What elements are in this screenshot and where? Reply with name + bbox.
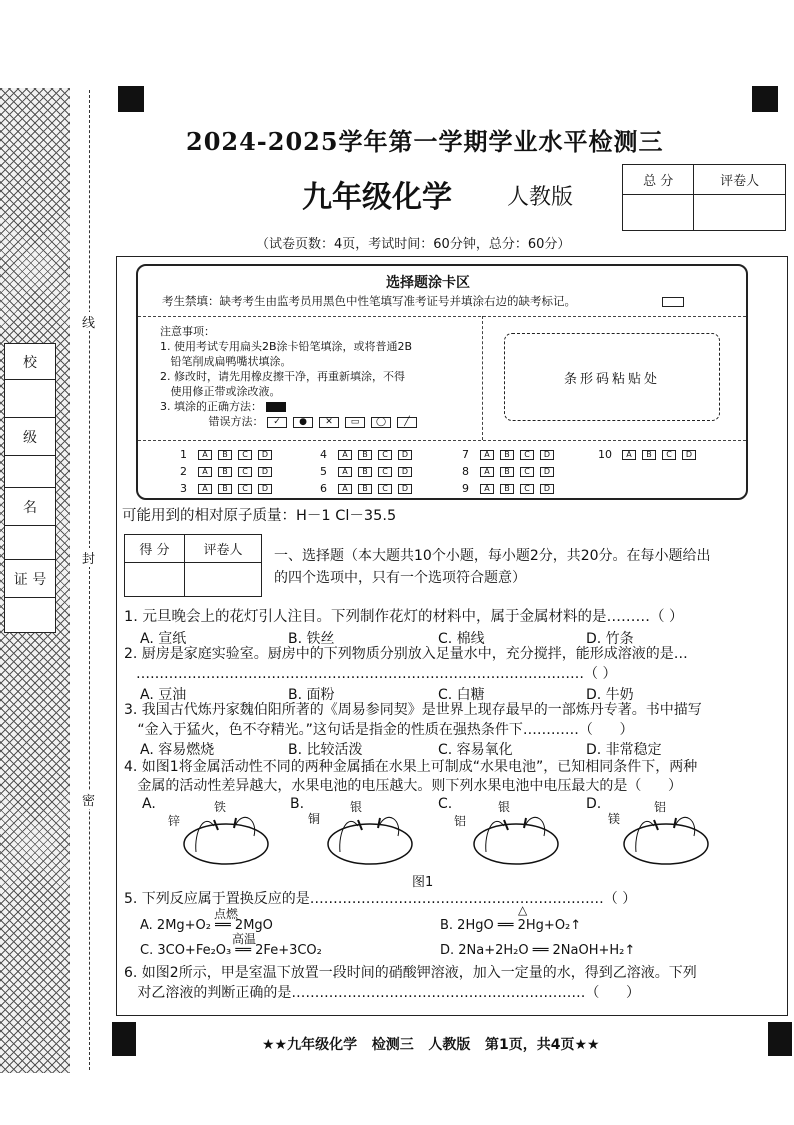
answer-card-title: 选择题涂卡区 (386, 275, 470, 291)
question-3-cont: “金入于猛火，色不夺精光。”这句话是指金的性质在强热条件下…………（ ） (124, 722, 634, 738)
fruit-c-icon (464, 806, 564, 868)
bubble-d[interactable]: D (258, 467, 272, 477)
note-line: 1. 使用考试专用扁头2B涂卡铅笔填涂，或将普通2B (160, 340, 413, 353)
q5-option-c[interactable]: C. 3CO+Fe₂O₃ ══ 2Fe+3CO₂ (140, 943, 322, 958)
bubble-c[interactable]: C (520, 467, 534, 477)
answer-grid (180, 446, 702, 497)
total-score-table (622, 164, 786, 231)
wrong-dot-icon: ● (293, 417, 313, 428)
question-6: 6. 如图2所示，甲是室温下放置一段时间的硝酸钾溶液，加入一定量的水，得到乙溶液。下列 (124, 965, 697, 981)
fruit-a-right-metal: 铁 (214, 800, 227, 814)
blank-cell (5, 380, 55, 418)
atomic-mass-note: 可能用到的相对原子质量：H－1 Cl－35.5 (122, 508, 397, 524)
bubble-c[interactable]: C (662, 450, 676, 460)
total-score-header: 总 分 (623, 165, 694, 195)
absence-note: 考生禁填：缺考考生由监考员用黑色中性笔填写准考证号并填涂右边的缺考标记。 (162, 294, 576, 308)
bubble-d[interactable]: D (258, 484, 272, 494)
fruit-a-icon (174, 806, 274, 868)
registration-mark (112, 1022, 136, 1056)
wrong-check-icon: ✓ (267, 417, 287, 428)
bubble-d[interactable]: D (258, 450, 272, 460)
card-divider (138, 440, 746, 441)
q5-option-b[interactable]: B. 2HgO ══ 2Hg+O₂↑ (440, 918, 582, 933)
seal-char-seal: 封 (82, 548, 95, 567)
bubble-c[interactable]: C (238, 450, 252, 460)
bubble-b[interactable]: B (500, 484, 514, 494)
q5-option-a[interactable]: A. 2Mg+O₂ ══ 2MgO (140, 918, 273, 933)
figure-1-caption: 图1 (412, 875, 434, 890)
section-grader-header: 评卷人 (184, 535, 261, 563)
fruit-d-icon (614, 806, 714, 868)
question-3: 3. 我国古代炼丹家魏伯阳所著的《周易参同契》是世界上现存最早的一部炼丹专著。书中描写 (124, 702, 702, 718)
q1-option-c[interactable]: C. 棉线 (438, 631, 485, 647)
section-grader-cell[interactable] (184, 563, 261, 597)
fruit-c-letter[interactable]: C. (438, 796, 453, 812)
exam-info: （试卷页数：4页，考试时间：60分钟，总分：60分） (256, 237, 571, 252)
bubble-d[interactable]: D (540, 467, 554, 477)
bubble-b[interactable]: B (642, 450, 656, 460)
bubble-a[interactable]: A (198, 484, 212, 494)
bubble-b[interactable]: B (218, 450, 232, 460)
fruit-b-icon (318, 806, 418, 868)
notes-block (160, 324, 480, 429)
seal-char-line: 线 (82, 312, 95, 331)
barcode-area: 条形码粘贴处 (504, 333, 720, 421)
bubble-d[interactable]: D (682, 450, 696, 460)
fruit-c-left-metal: 铝 (454, 814, 467, 828)
q2-option-a[interactable]: A. 豆油 (140, 687, 187, 703)
bubble-c[interactable]: C (520, 484, 534, 494)
q5-option-b-condition: △ (518, 903, 528, 917)
bubble-a[interactable]: A (480, 467, 494, 477)
q5-option-d[interactable]: D. 2Na+2H₂O ══ 2NaOH+H₂↑ (440, 943, 636, 958)
bubble-d[interactable]: D (398, 450, 412, 460)
bubble-b[interactable]: B (218, 484, 232, 494)
bubble-c[interactable]: C (520, 450, 534, 460)
bubble-d[interactable]: D (398, 484, 412, 494)
school-label: 校 (5, 344, 55, 380)
q2-option-c[interactable]: C. 白糖 (438, 687, 485, 703)
bubble-b[interactable]: B (358, 450, 372, 460)
total-score-cell[interactable] (623, 195, 694, 231)
section-score-cell[interactable] (125, 563, 185, 597)
q3-option-d[interactable]: D. 非常稳定 (586, 742, 662, 758)
q3-option-a[interactable]: A. 容易燃烧 (140, 742, 215, 758)
bubble-b[interactable]: B (500, 450, 514, 460)
fruit-b-left-metal: 铜 (308, 812, 321, 826)
registration-mark (752, 86, 778, 112)
fruit-battery-figure (138, 796, 758, 868)
page-footer: ★★九年级化学 检测三 人教版 第1页，共4页★★ (262, 1037, 600, 1053)
seal-line (89, 90, 90, 1070)
absence-mark-box[interactable] (662, 297, 684, 307)
section-heading: 一、选择题（本大题共10个小题，每小题2分，共20分。在每小题给出 (274, 548, 711, 564)
bubble-c[interactable]: C (378, 467, 392, 477)
fruit-b-right-metal: 银 (350, 800, 363, 814)
exam-title: 2024-2025学年第一学期学业水平检测三 (186, 127, 664, 156)
bubble-a[interactable]: A (338, 484, 352, 494)
section-score-header: 得 分 (125, 535, 185, 563)
grader-header: 评卷人 (694, 165, 786, 195)
notes-title: 注意事项： (160, 325, 215, 338)
question-2-tail: ……………………………………………………………………………………（ ） (136, 666, 617, 682)
note-line: 3. 填涂的正确方法： (160, 399, 480, 414)
q2-option-d[interactable]: D. 牛奶 (586, 687, 634, 703)
answer-row: 1 A B C D 4 A B C D 7 A B C D 10 A B C D (180, 446, 702, 463)
q3-option-c[interactable]: C. 容易氧化 (438, 742, 513, 758)
q1-option-a[interactable]: A. 宣纸 (140, 631, 187, 647)
bubble-d[interactable]: D (540, 484, 554, 494)
q5-option-c-condition: 高温 (232, 932, 257, 946)
bubble-b[interactable]: B (358, 467, 372, 477)
bubble-a[interactable]: A (338, 450, 352, 460)
question-1: 1. 元旦晚会上的花灯引人注目。下列制作花灯的材料中，属于金属材料的是………（ ） (124, 609, 684, 625)
q5-option-a-condition: 点燃 (214, 907, 239, 921)
card-divider-vertical (482, 316, 483, 440)
blank-cell (5, 526, 55, 560)
wrong-partial-icon: ▭ (345, 417, 365, 428)
fruit-a-left-metal: 锌 (168, 814, 181, 828)
section-heading: 的四个选项中，只有一个选项符合题意） (274, 570, 526, 586)
bubble-c[interactable]: C (378, 450, 392, 460)
wrong-slash-icon: ╱ (397, 417, 417, 428)
bubble-a[interactable]: A (198, 450, 212, 460)
registration-mark (768, 1022, 792, 1056)
answer-row: 3 A B C D 6 A B C D 9 A B C D (180, 480, 702, 497)
registration-mark (118, 86, 144, 112)
bubble-a[interactable]: A (338, 467, 352, 477)
section-score-table (124, 534, 262, 597)
class-label: 级 (5, 418, 55, 456)
note-line: 铅笔削成扁鸭嘴状填涂。 (160, 355, 292, 368)
wrong-cross-icon: ✕ (319, 417, 339, 428)
bubble-a[interactable]: A (480, 450, 494, 460)
exam-edition: 人教版 (507, 185, 574, 210)
fruit-a-letter[interactable]: A. (142, 796, 156, 812)
fruit-d-left-metal: 镁 (608, 812, 621, 826)
q3-option-b[interactable]: B. 比较活泼 (288, 742, 363, 758)
fruit-c-right-metal: 银 (498, 800, 511, 814)
exam-subject: 九年级化学 (302, 180, 452, 215)
q1-option-d[interactable]: D. 竹条 (586, 631, 634, 647)
fruit-b-letter[interactable]: B. (290, 796, 305, 812)
answer-row: 2 A B C D 5 A B C D 8 A B C D (180, 463, 702, 480)
bubble-a[interactable]: A (198, 467, 212, 477)
bubble-b[interactable]: B (358, 484, 372, 494)
fruit-d-letter[interactable]: D. (586, 796, 602, 812)
question-4-cont: 金属的活动性差异越大，水果电池的电压越大。则下列水果电池中电压最大的是（ ） (124, 778, 683, 794)
wrong-circle-icon: ◯ (371, 417, 391, 428)
id-label: 证 号 (5, 560, 55, 598)
question-4: 4. 如图1将金属活动性不同的两种金属插在水果上可制成“水果电池”，已知相同条件下，两种 (124, 759, 698, 775)
bubble-d[interactable]: D (540, 450, 554, 460)
card-divider (138, 316, 746, 317)
bubble-c[interactable]: C (238, 467, 252, 477)
note-line: 使用修正带或涂改液。 (160, 385, 281, 398)
blank-cell (5, 456, 55, 488)
question-5: 5. 下列反应属于置换反应的是………………………………………………………（ ） (124, 891, 637, 907)
bubble-b[interactable]: B (500, 467, 514, 477)
bubble-c[interactable]: C (378, 484, 392, 494)
note-line: 2. 修改时，请先用橡皮擦干净，再重新填涂，不得 (160, 370, 405, 383)
student-info-box (4, 343, 56, 633)
blank-cell (5, 598, 55, 632)
question-6-cont: 对乙溶液的判断正确的是………………………………………………………（ ） (124, 985, 641, 1001)
q2-option-b[interactable]: B. 面粉 (288, 687, 335, 703)
bubble-b[interactable]: B (218, 467, 232, 477)
correct-fill-example (266, 402, 286, 412)
question-2: 2. 厨房是家庭实验室。厨房中的下列物质分别放入足量水中，充分搅拌，能形成溶液的是… (124, 646, 688, 662)
bubble-a[interactable]: A (622, 450, 636, 460)
fruit-d-right-metal: 铝 (654, 800, 667, 814)
q1-option-b[interactable]: B. 铁丝 (288, 631, 335, 647)
bubble-a[interactable]: A (480, 484, 494, 494)
bubble-d[interactable]: D (398, 467, 412, 477)
grader-cell[interactable] (694, 195, 786, 231)
bubble-c[interactable]: C (238, 484, 252, 494)
seal-char-secret: 密 (82, 790, 95, 809)
note-line: 错误方法： ✓ ● ✕ ▭ ◯ ╱ (160, 414, 480, 429)
name-label: 名 (5, 488, 55, 526)
